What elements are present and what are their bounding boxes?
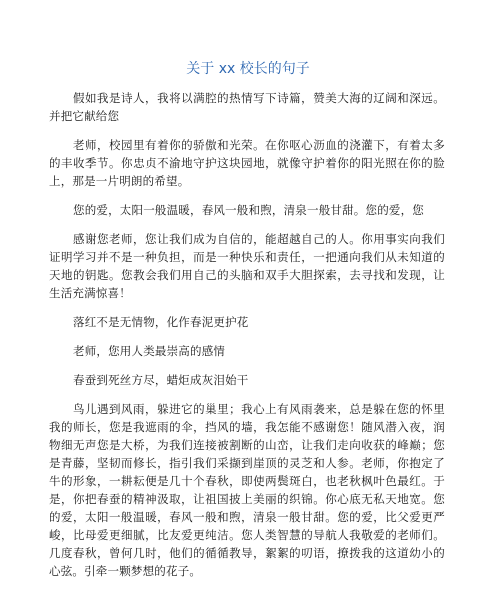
document-title: 关于 xx 校长的句子 [186, 61, 310, 77]
paragraph: 老师，校园里有着你的骄傲和光荣。在你呕心沥血的浇灌下，有着太多的丰收季节。你忠贞不渝地守护这块园地，就像守护着你的阳光照在你的脸上，那是一片明朗的希望。 [49, 138, 445, 188]
paragraph: 您的爱，太阳一般温暖，春风一般和煦，清泉一般甘甜。您的爱，您 [73, 203, 424, 217]
paragraph: 春蚕到死丝方尽，蜡炬成灰泪始干 [73, 373, 249, 387]
paragraph: 落红不是无情物，化作春泥更护花 [73, 315, 249, 329]
paragraph: 老师，您用人类最崇高的感情 [73, 344, 226, 358]
paragraph: 鸟儿遇到风雨，躲进它的巢里；我心上有风雨袭来，总是躲在您的怀里我的师长，您是我遮雨的伞，挡风的墙，我怎能不感谢您！随风潜入夜，润物细无声您是大桥，为我们连接被割断的山峦，让我们走向收获的峰巅；您是青藤，坚韧而修长，指引我们采撷到崖顶的灵芝和人参。老师，你抱定了牛的形象，一耕耘便是几十个春秋，即使两鬓斑白，也老秋枫叶色最红。于是，你把春蚕的精神汲取，让祖国披上美丽的织锦。你心底无私天地宽。您的爱，太阳一般温暖，春风一般和煦，清泉一般甘甜。您的爱，比父爱更严峻，比母爱更细腻，比友爱更纯洁。您人类智慧的导航人我敬爱的老师们。几度春秋，曾何几时，他们的循循教导，絮絮的叨语，撩拨我的这道幼小的心弦。引牵一颗梦想的花子。 [49, 402, 445, 578]
document-body [49, 89, 445, 591]
paragraph: 感谢您老师，您让我们成为自信的，能超越自己的人。你用事实向我们证明学习并不是一种负担，而是一种快乐和责任，一把通向我们从未知道的天地的钥匙。您教会我们用自己的头脑和双手大胆探索，去寻找和发现，让生活充满惊喜！ [49, 232, 445, 300]
paragraph: 假如我是诗人，我将以满腔的热情写下诗篇，赞美大海的辽阔和深远。并把它献给您 [49, 91, 445, 123]
